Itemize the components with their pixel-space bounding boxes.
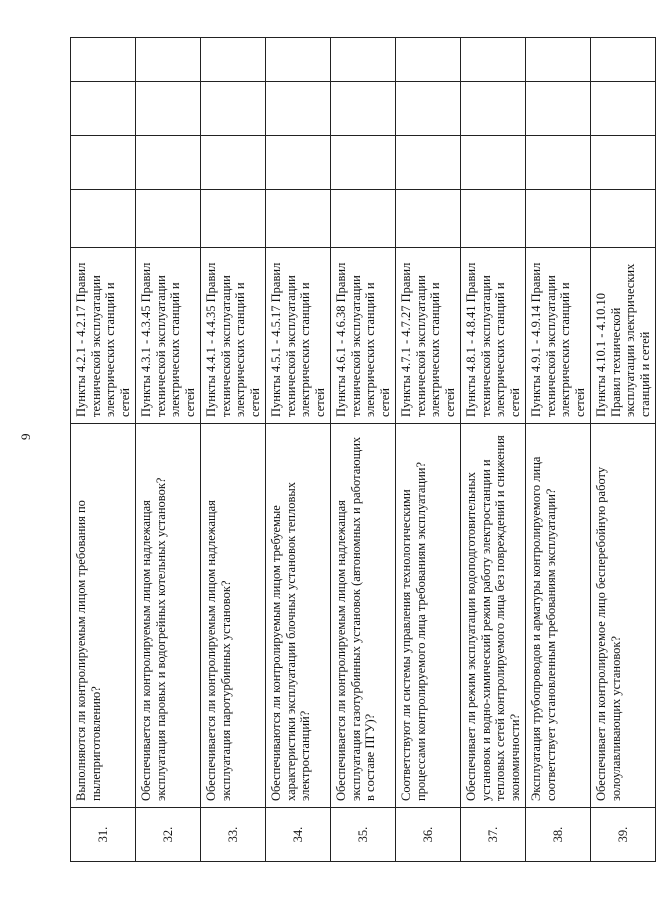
- answer-no-cell: [396, 136, 461, 190]
- checklist-rows: [71, 38, 656, 862]
- answer-na-cell: [396, 82, 461, 136]
- answer-yes-cell: [71, 190, 136, 248]
- answer-na-cell: [136, 82, 201, 136]
- answer-yes-cell: [331, 190, 396, 248]
- answer-no-cell: [331, 136, 396, 190]
- answer-na-cell: [461, 82, 526, 136]
- answer-yes-cell: [526, 190, 591, 248]
- table-row: [591, 38, 656, 862]
- answer-yes-cell: [266, 190, 331, 248]
- answer-yes-cell: [396, 190, 461, 248]
- answer-no-cell: [136, 136, 201, 190]
- answer-na-cell: [201, 82, 266, 136]
- regulation-reference: Пункты 4.4.1 - 4.4.35 Правил технической эксплуатации электрических станций и сетей: [201, 248, 266, 424]
- requirement-question: Обеспечивает ли контролируемое лицо бесперебойную работу золоулавливающих установок?: [591, 424, 656, 808]
- table-row: [71, 38, 136, 862]
- table-row: [461, 38, 526, 862]
- requirement-question: Эксплуатация трубопроводов и арматуры контролируемого лица соответствует установленным требованиям эксплуатации?: [526, 424, 591, 808]
- regulation-reference: Пункты 4.10.1 - 4.10.10 Правил технической эксплуатации электрических станций и сетей: [591, 248, 656, 424]
- note-cell: [266, 38, 331, 82]
- table-row: [201, 38, 266, 862]
- answer-na-cell: [266, 82, 331, 136]
- regulation-reference: Пункты 4.5.1 - 4.5.17 Правил технической эксплуатации электрических станций и сетей: [266, 248, 331, 424]
- checklist-table: [70, 37, 656, 862]
- note-cell: [136, 38, 201, 82]
- row-number: 36.: [396, 808, 461, 862]
- row-number: 39.: [591, 808, 656, 862]
- note-cell: [201, 38, 266, 82]
- answer-no-cell: [526, 136, 591, 190]
- answer-no-cell: [591, 136, 656, 190]
- table-row: [526, 38, 591, 862]
- requirement-question: Обеспечивается ли контролируемым лицом надлежащая эксплуатация газотурбинных установок (автономных и работающих в составе ПГУ)?: [331, 424, 396, 808]
- answer-na-cell: [591, 82, 656, 136]
- table-row: [396, 38, 461, 862]
- answer-yes-cell: [461, 190, 526, 248]
- regulation-reference: Пункты 4.6.1 - 4.6.38 Правил технической эксплуатации электрических станций и сетей: [331, 248, 396, 424]
- answer-yes-cell: [201, 190, 266, 248]
- requirement-question: Обеспечивает ли режим эксплуатации водоподготовительных установок и водно-химический режим работу электростанции и тепловых сетей контролируемого лица без повреждений и снижения экономичности?: [461, 424, 526, 808]
- regulation-reference: Пункты 4.7.1 - 4.7.27 Правил технической эксплуатации электрических станций и сетей: [396, 248, 461, 424]
- row-number: 32.: [136, 808, 201, 862]
- checklist-table-container: [70, 38, 652, 862]
- table-row: [331, 38, 396, 862]
- answer-no-cell: [71, 136, 136, 190]
- row-number: 38.: [526, 808, 591, 862]
- requirement-question: Обеспечиваются ли контролируемым лицом требуемые характеристики эксплуатации блочных установок тепловых электростанций?: [266, 424, 331, 808]
- note-cell: [331, 38, 396, 82]
- requirement-question: Выполняются ли контролируемым лицом требования по пылеприготовлению?: [71, 424, 136, 808]
- regulation-reference: Пункты 4.2.1 - 4.2.17 Правил технической эксплуатации электрических станций и сетей: [71, 248, 136, 424]
- note-cell: [71, 38, 136, 82]
- requirement-question: Обеспечивается ли контролируемым лицом надлежащая эксплуатация паротурбинных установок?: [201, 424, 266, 808]
- answer-na-cell: [71, 82, 136, 136]
- regulation-reference: Пункты 4.9.1 - 4.9.14 Правил технической эксплуатации электрических станций и сетей: [526, 248, 591, 424]
- answer-no-cell: [266, 136, 331, 190]
- row-number: 33.: [201, 808, 266, 862]
- page-number: 9: [18, 433, 33, 440]
- note-cell: [591, 38, 656, 82]
- note-cell: [396, 38, 461, 82]
- requirement-question: Обеспечивается ли контролируемым лицом надлежащая эксплуатация паровых и водогрейных котельных установок?: [136, 424, 201, 808]
- answer-no-cell: [201, 136, 266, 190]
- note-cell: [526, 38, 591, 82]
- answer-na-cell: [526, 82, 591, 136]
- answer-yes-cell: [136, 190, 201, 248]
- answer-yes-cell: [591, 190, 656, 248]
- answer-na-cell: [331, 82, 396, 136]
- row-number: 37.: [461, 808, 526, 862]
- regulation-reference: Пункты 4.3.1 - 4.3.45 Правил технической эксплуатации электрических станций и сетей: [136, 248, 201, 424]
- row-number: 31.: [71, 808, 136, 862]
- table-row: [266, 38, 331, 862]
- regulation-reference: Пункты 4.8.1 - 4.8.41 Правил технической эксплуатации электрических станций и сетей: [461, 248, 526, 424]
- table-row: [136, 38, 201, 862]
- row-number: 34.: [266, 808, 331, 862]
- note-cell: [461, 38, 526, 82]
- answer-no-cell: [461, 136, 526, 190]
- row-number: 35.: [331, 808, 396, 862]
- requirement-question: Соответствуют ли системы управления технологическими процессами контролируемого лица требованиям эксплуатации?: [396, 424, 461, 808]
